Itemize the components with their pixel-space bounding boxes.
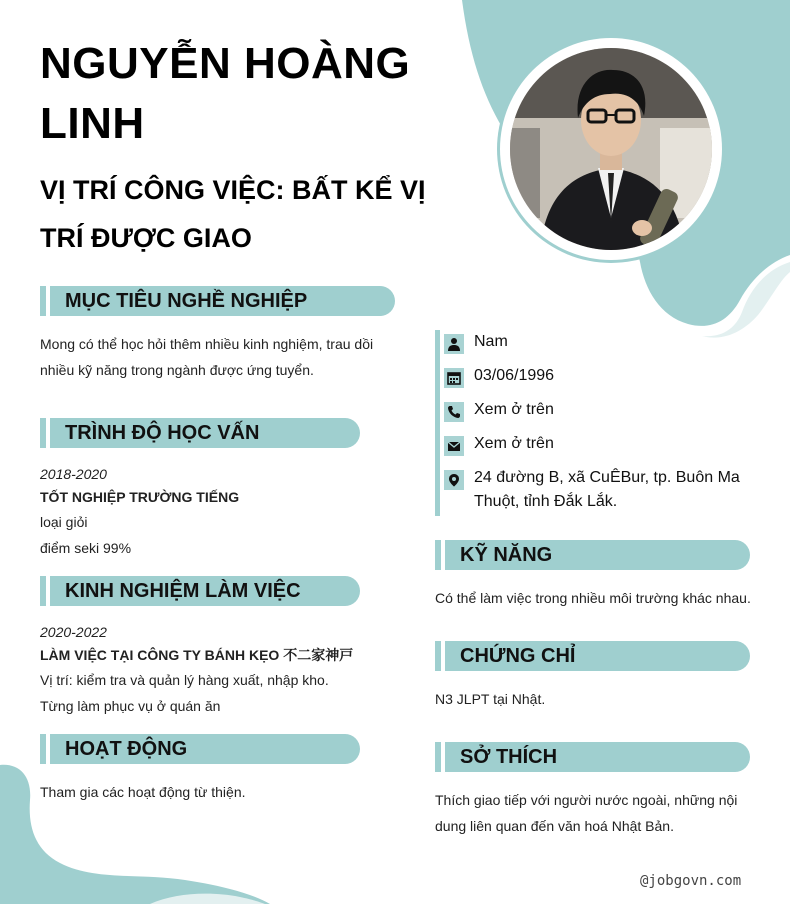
hobbies-line-1: Thích giao tiếp với người nước ngoài, những nội xyxy=(435,792,738,808)
section-title-objective: MỤC TIÊU NGHỀ NGHIỆP xyxy=(65,290,308,312)
bottom-left-blob xyxy=(0,755,290,904)
section-header-certificates xyxy=(435,641,750,671)
section-title-hobbies: SỞ THÍCH xyxy=(460,746,558,768)
experience-detail-2: Từng làm phục vụ ở quán ăn xyxy=(40,698,221,714)
section-header-hobbies xyxy=(435,742,750,772)
section-header-education xyxy=(40,418,360,448)
experience-detail-1: Vị trí: kiểm tra và quản lý hàng xuất, nhập kho. xyxy=(40,672,329,688)
info-email xyxy=(444,432,754,458)
person-icon xyxy=(444,334,464,354)
certificates-text: N3 JLPT tại Nhật. xyxy=(435,691,546,707)
hobbies-line-2: dung liên quan đến văn hoá Nhật Bản. xyxy=(435,818,674,834)
section-title-experience: KINH NGHIỆM LÀM VIỆC xyxy=(65,580,301,602)
education-period: 2018-2020 xyxy=(40,466,107,482)
section-header-activities xyxy=(40,734,360,764)
info-gender xyxy=(444,330,754,356)
section-title-skills: KỸ NĂNG xyxy=(460,544,553,566)
experience-company: LÀM VIỆC TẠI CÔNG TY BÁNH KẸO 不二家神戸 xyxy=(40,647,354,663)
section-title-certificates: CHỨNG CHỈ xyxy=(460,645,576,667)
experience-period: 2020-2022 xyxy=(40,624,107,640)
info-divider xyxy=(435,330,440,516)
objective-line-1: Mong có thể học hỏi thêm nhiều kinh nghiệm, trau dồi xyxy=(40,336,374,352)
section-header-experience xyxy=(40,576,360,606)
education-school: TỐT NGHIỆP TRƯỜNG TIẾNG xyxy=(40,489,240,505)
profile-photo xyxy=(500,38,722,260)
info-address xyxy=(444,466,754,516)
info-address-value: 24 đường B, xã CuÊBur, tp. Buôn Ma Thuột, tỉnh Đắk Lắk. xyxy=(474,469,740,510)
location-pin-icon xyxy=(444,470,464,490)
info-birthday xyxy=(444,364,754,390)
info-email-value: Xem ở trên xyxy=(474,435,554,452)
profile-photo-image xyxy=(510,48,712,250)
mail-icon xyxy=(444,436,464,456)
info-phone xyxy=(444,398,754,424)
skills-text: Có thể làm việc trong nhiều môi trường khác nhau. xyxy=(435,590,751,606)
education-detail-1: loại giỏi xyxy=(40,514,88,530)
activities-text: Tham gia các hoạt động từ thiện. xyxy=(40,784,246,800)
section-header-skills xyxy=(435,540,750,570)
education-detail-2: điểm seki 99% xyxy=(40,540,132,556)
info-phone-value: Xem ở trên xyxy=(474,401,554,418)
footer-watermark: @jobgovn.com xyxy=(640,873,742,889)
section-title-education: TRÌNH ĐỘ HỌC VẤN xyxy=(65,422,260,444)
job-position: VỊ TRÍ CÔNG VIỆC: BẤT KỂ VỊ TRÍ ĐƯỢC GIAO xyxy=(40,175,426,253)
objective-line-2: nhiều kỹ năng trong ngành được ứng tuyển. xyxy=(40,362,314,378)
info-gender-value: Nam xyxy=(474,333,508,350)
section-title-activities: HOẠT ĐỘNG xyxy=(65,738,188,760)
section-header-objective xyxy=(40,286,395,316)
calendar-icon xyxy=(444,368,464,388)
phone-icon xyxy=(444,402,464,422)
info-birthday-value: 03/06/1996 xyxy=(474,367,555,384)
candidate-name: NGUYỄN HOÀNG LINH xyxy=(40,39,411,148)
